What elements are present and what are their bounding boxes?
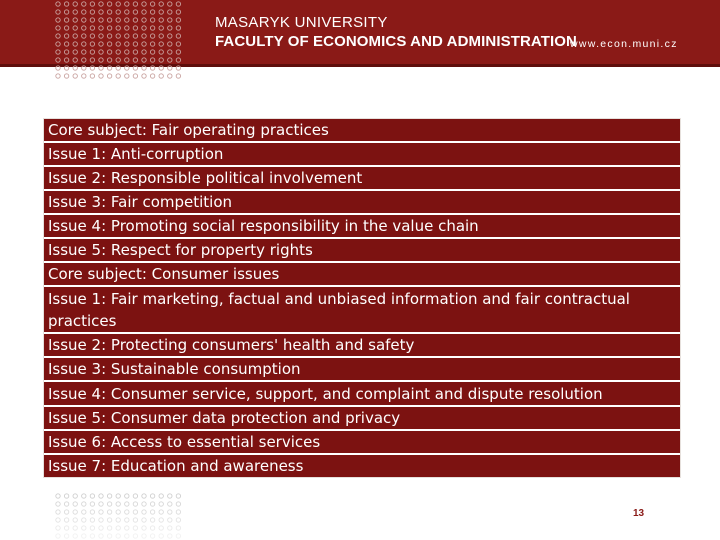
dot-mark [116, 34, 120, 38]
dot-mark [142, 42, 146, 46]
table-row: Issue 4: Consumer service, support, and complaint and dispute resolution [44, 382, 680, 405]
dot-mark [142, 10, 146, 14]
dot-mark [150, 502, 154, 506]
dot-mark [73, 42, 77, 46]
dot-mark [159, 526, 163, 530]
dot-mark [168, 26, 172, 30]
dot-mark [176, 66, 180, 70]
dot-mark [176, 26, 180, 30]
dot-mark [125, 18, 129, 22]
dot-mark [116, 66, 120, 70]
dot-mark [159, 2, 163, 6]
dot-mark [107, 34, 111, 38]
dot-mark [159, 58, 163, 62]
dot-mark [150, 2, 154, 6]
dot-mark [176, 50, 180, 54]
dot-mark [99, 526, 103, 530]
dot-mark [159, 34, 163, 38]
dot-mark [107, 518, 111, 522]
dot-mark [56, 494, 60, 498]
dot-mark [90, 10, 94, 14]
dot-mark [90, 518, 94, 522]
dot-mark [150, 34, 154, 38]
dot-mark [176, 10, 180, 14]
table-row: Core subject: Fair operating practices [44, 119, 680, 141]
dot-mark [125, 518, 129, 522]
dot-mark [56, 10, 60, 14]
dot-mark [142, 26, 146, 30]
dot-mark [64, 34, 68, 38]
dot-mark [73, 18, 77, 22]
dot-mark [56, 18, 60, 22]
dot-mark [82, 18, 86, 22]
dot-mark [73, 26, 77, 30]
dot-mark [159, 10, 163, 14]
dot-mark [82, 502, 86, 506]
dot-mark [116, 18, 120, 22]
dot-mark [56, 34, 60, 38]
dot-mark [125, 2, 129, 6]
dot-mark [90, 510, 94, 514]
dot-mark [90, 526, 94, 530]
dot-mark [82, 510, 86, 514]
dot-mark [142, 34, 146, 38]
dot-mark [176, 534, 180, 538]
dot-mark [107, 58, 111, 62]
dot-mark [125, 10, 129, 14]
dot-mark [133, 526, 137, 530]
dot-mark [90, 26, 94, 30]
dot-mark [73, 10, 77, 14]
dot-pattern-decoration [54, 0, 186, 82]
dot-mark [90, 66, 94, 70]
dot-mark [56, 502, 60, 506]
dot-mark [168, 526, 172, 530]
dot-mark [150, 510, 154, 514]
dot-mark [116, 26, 120, 30]
dot-mark [133, 518, 137, 522]
dot-mark [133, 74, 137, 78]
dot-mark [73, 34, 77, 38]
dot-mark [142, 518, 146, 522]
dot-mark [56, 510, 60, 514]
dot-mark [99, 510, 103, 514]
dot-mark [159, 50, 163, 54]
dot-mark [142, 502, 146, 506]
dot-mark [107, 74, 111, 78]
dot-mark [107, 18, 111, 22]
dot-mark [125, 74, 129, 78]
dot-mark [125, 510, 129, 514]
dot-mark [73, 518, 77, 522]
dot-mark [142, 58, 146, 62]
dot-mark [168, 18, 172, 22]
dot-mark [176, 502, 180, 506]
dot-mark [150, 526, 154, 530]
dot-mark [73, 534, 77, 538]
dot-mark [73, 58, 77, 62]
dot-mark [99, 518, 103, 522]
table-row: Issue 1: Anti-corruption [44, 143, 680, 165]
dot-mark [159, 510, 163, 514]
dot-mark [64, 58, 68, 62]
dot-mark [116, 534, 120, 538]
dot-mark [116, 494, 120, 498]
dot-mark [159, 26, 163, 30]
dot-mark [176, 510, 180, 514]
dot-mark [176, 526, 180, 530]
table-row: Issue 2: Responsible political involvement [44, 167, 680, 189]
dot-mark [116, 50, 120, 54]
dot-mark [90, 534, 94, 538]
dot-mark [90, 2, 94, 6]
dot-mark [159, 518, 163, 522]
dot-mark [176, 2, 180, 6]
dot-mark [125, 58, 129, 62]
dot-mark [168, 42, 172, 46]
dot-mark [150, 66, 154, 70]
dot-mark [142, 66, 146, 70]
dot-mark [99, 50, 103, 54]
dot-mark [125, 526, 129, 530]
dot-mark [168, 58, 172, 62]
university-name: MASARYK UNIVERSITY [215, 14, 388, 31]
table-row: Issue 5: Consumer data protection and privacy [44, 407, 680, 429]
dot-mark [99, 34, 103, 38]
dot-mark [125, 34, 129, 38]
dot-mark [82, 10, 86, 14]
dot-mark [90, 34, 94, 38]
dot-mark [107, 494, 111, 498]
dot-mark [133, 26, 137, 30]
dot-mark [159, 502, 163, 506]
website-url[interactable]: www.econ.muni.cz [570, 38, 678, 50]
dot-mark [168, 10, 172, 14]
dot-mark [125, 66, 129, 70]
dot-mark [142, 510, 146, 514]
dot-mark [125, 502, 129, 506]
dot-mark [82, 518, 86, 522]
dot-mark [150, 18, 154, 22]
dot-mark [99, 494, 103, 498]
dot-mark [82, 2, 86, 6]
dot-mark [64, 526, 68, 530]
dot-mark [168, 74, 172, 78]
dot-mark [142, 494, 146, 498]
dot-mark [107, 26, 111, 30]
dot-mark [56, 26, 60, 30]
dot-mark [99, 534, 103, 538]
dot-mark [116, 74, 120, 78]
dot-mark [133, 10, 137, 14]
table-row: Issue 3: Fair competition [44, 191, 680, 213]
dot-mark [168, 502, 172, 506]
dot-mark [64, 518, 68, 522]
table-row: Issue 5: Respect for property rights [44, 239, 680, 261]
dot-mark [64, 2, 68, 6]
dot-mark [150, 518, 154, 522]
dot-mark [82, 526, 86, 530]
dot-mark [64, 50, 68, 54]
dot-mark [99, 42, 103, 46]
dot-mark [168, 494, 172, 498]
dot-mark [116, 518, 120, 522]
dot-mark [142, 50, 146, 54]
dot-mark [116, 526, 120, 530]
dot-mark [107, 42, 111, 46]
dot-mark [116, 10, 120, 14]
dot-mark [125, 494, 129, 498]
dot-mark [56, 50, 60, 54]
table-row: Issue 7: Education and awareness [44, 455, 680, 477]
dot-mark [142, 526, 146, 530]
dot-mark [125, 50, 129, 54]
dot-mark [168, 66, 172, 70]
dot-mark [90, 42, 94, 46]
dot-mark [125, 42, 129, 46]
dot-mark [133, 34, 137, 38]
dot-mark [168, 534, 172, 538]
dot-mark [99, 502, 103, 506]
dot-mark [56, 42, 60, 46]
dot-mark [90, 502, 94, 506]
dot-mark [159, 42, 163, 46]
dot-pattern-decoration-bottom [54, 492, 186, 540]
dot-mark [142, 74, 146, 78]
dot-mark [142, 18, 146, 22]
dot-mark [107, 526, 111, 530]
dot-mark [73, 50, 77, 54]
dot-mark [125, 26, 129, 30]
dot-mark [56, 74, 60, 78]
dot-mark [73, 502, 77, 506]
dot-mark [90, 50, 94, 54]
dot-mark [133, 58, 137, 62]
dot-mark [159, 18, 163, 22]
table-row: Issue 2: Protecting consumers' health and safety [44, 334, 680, 356]
issues-table [43, 118, 681, 478]
dot-mark [168, 34, 172, 38]
page-number: 13 [633, 508, 645, 519]
table-row: Issue 6: Access to essential services [44, 431, 680, 453]
dot-mark [133, 42, 137, 46]
dot-mark [168, 50, 172, 54]
dot-mark [56, 526, 60, 530]
dot-mark [73, 66, 77, 70]
dot-mark [150, 58, 154, 62]
faculty-name: FACULTY OF ECONOMICS AND ADMINISTRATION [215, 33, 577, 50]
dot-mark [133, 2, 137, 6]
dot-mark [150, 42, 154, 46]
dot-mark [150, 10, 154, 14]
dot-mark [133, 66, 137, 70]
dot-mark [176, 34, 180, 38]
dot-mark [176, 18, 180, 22]
dot-mark [133, 510, 137, 514]
table-row: Core subject: Consumer issues [44, 263, 680, 285]
dot-mark [116, 502, 120, 506]
dot-mark [176, 494, 180, 498]
dot-mark [82, 26, 86, 30]
dot-mark [116, 510, 120, 514]
dot-mark [150, 26, 154, 30]
dot-mark [64, 510, 68, 514]
dot-mark [107, 50, 111, 54]
table-row: Issue 4: Promoting social responsibility in the value chain [44, 215, 680, 237]
dot-mark [116, 2, 120, 6]
dot-mark [73, 526, 77, 530]
dot-mark [82, 494, 86, 498]
dot-mark [116, 58, 120, 62]
dot-mark [82, 58, 86, 62]
dot-mark [64, 42, 68, 46]
dot-mark [142, 534, 146, 538]
dot-mark [99, 10, 103, 14]
table-row: Issue 3: Sustainable consumption [44, 358, 680, 380]
dot-mark [159, 66, 163, 70]
dot-mark [176, 518, 180, 522]
dot-mark [99, 66, 103, 70]
dot-mark [150, 534, 154, 538]
dot-mark [99, 2, 103, 6]
dot-mark [82, 50, 86, 54]
dot-mark [90, 74, 94, 78]
dot-mark [99, 58, 103, 62]
table-row: Issue 1: Fair marketing, factual and unbiased information and fair contractual practices [44, 287, 680, 332]
dot-mark [73, 494, 77, 498]
dot-mark [142, 2, 146, 6]
dot-mark [150, 50, 154, 54]
dot-mark [107, 2, 111, 6]
dot-mark [159, 74, 163, 78]
dot-mark [107, 534, 111, 538]
dot-mark [125, 534, 129, 538]
dot-mark [64, 502, 68, 506]
dot-mark [107, 10, 111, 14]
dot-mark [64, 10, 68, 14]
dot-mark [168, 518, 172, 522]
dot-mark [99, 26, 103, 30]
dot-mark [64, 494, 68, 498]
dot-mark [150, 74, 154, 78]
dot-mark [159, 494, 163, 498]
dot-mark [168, 2, 172, 6]
dot-mark [133, 18, 137, 22]
dot-mark [56, 518, 60, 522]
dot-mark [56, 2, 60, 6]
dot-mark [99, 18, 103, 22]
dot-mark [56, 66, 60, 70]
dot-mark [168, 510, 172, 514]
dot-mark [73, 510, 77, 514]
dot-mark [133, 494, 137, 498]
dot-mark [176, 42, 180, 46]
dot-mark [116, 42, 120, 46]
dot-mark [82, 534, 86, 538]
dot-mark [82, 74, 86, 78]
dot-mark [150, 494, 154, 498]
dot-mark [133, 50, 137, 54]
dot-mark [73, 2, 77, 6]
dot-mark [64, 74, 68, 78]
dot-mark [90, 58, 94, 62]
dot-mark [176, 58, 180, 62]
dot-mark [107, 510, 111, 514]
dot-mark [82, 66, 86, 70]
dot-mark [107, 502, 111, 506]
dot-mark [176, 74, 180, 78]
dot-mark [64, 534, 68, 538]
dot-mark [82, 42, 86, 46]
dot-mark [90, 18, 94, 22]
dot-mark [56, 534, 60, 538]
dot-mark [107, 66, 111, 70]
dot-mark [133, 502, 137, 506]
dot-mark [64, 18, 68, 22]
dot-mark [99, 74, 103, 78]
dot-mark [56, 58, 60, 62]
dot-mark [90, 494, 94, 498]
dot-mark [159, 534, 163, 538]
dot-mark [73, 74, 77, 78]
dot-mark [133, 534, 137, 538]
dot-mark [82, 34, 86, 38]
dot-mark [64, 26, 68, 30]
dot-mark [64, 66, 68, 70]
